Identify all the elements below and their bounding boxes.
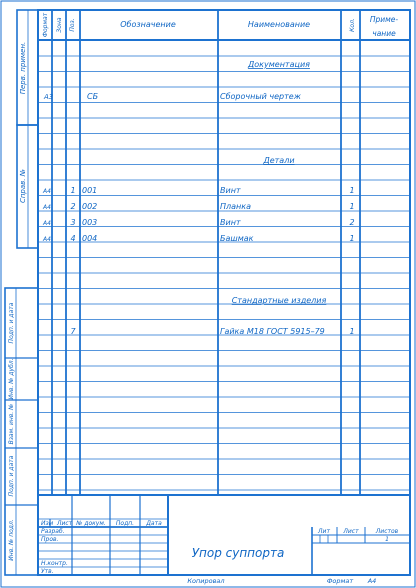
header-poz: Поз.	[69, 18, 76, 32]
cell-designation: 004	[82, 234, 98, 243]
cell-qty: 1	[349, 186, 355, 195]
cell-pos: 1	[70, 186, 76, 195]
cell-designation: 001	[82, 186, 98, 195]
header-naimenovanie: Наименование	[247, 20, 311, 29]
spec-table-grid	[38, 10, 410, 495]
section-details: Детали	[263, 156, 295, 165]
page-border	[1, 1, 415, 587]
table-row	[42, 186, 355, 195]
footer-kopiroval: Копировал	[187, 577, 225, 585]
footer-format-label: Формат	[326, 577, 354, 585]
tb-listov: Листов	[375, 528, 399, 535]
cell-name: Башмак	[220, 234, 254, 243]
tb-lit: Лит	[318, 528, 330, 535]
cell-pos: 4	[70, 234, 76, 243]
side-label-perv-primen: Перв. примен.	[19, 41, 27, 95]
cell-designation: 002	[82, 202, 98, 211]
title-block	[38, 495, 410, 575]
tb-n-dokum: № докум.	[76, 520, 106, 527]
cell-format: А4	[43, 204, 51, 211]
cell-name: Винт	[220, 218, 241, 227]
section-documentation: Документация	[248, 60, 310, 69]
cell-qty: 1	[349, 202, 355, 211]
cell-pos: 3	[70, 218, 76, 227]
cell-designation: СБ	[87, 92, 99, 101]
tb-list-label: Лист	[343, 528, 359, 535]
cell-name: Планка	[220, 202, 251, 211]
cell-format: А4	[43, 236, 51, 243]
header-primechanie-1: Приме-	[369, 15, 399, 24]
cell-name: Винт	[220, 186, 241, 195]
tb-utv: Утв.	[41, 568, 54, 575]
cell-name: Сборочный чертеж	[220, 92, 301, 101]
side-label-inv-podl: Инв. № подл.	[8, 519, 15, 561]
side-label-podp-data-1: Подп. и дата	[8, 302, 15, 344]
side-label-inv-dubl: Инв. № дубл.	[8, 358, 15, 400]
header-zona: Зона	[56, 17, 63, 33]
footer-format-value: А4	[367, 577, 377, 585]
cell-pos: 2	[70, 202, 76, 211]
product-name: Упор суппорта	[191, 546, 285, 560]
table-row	[42, 218, 355, 227]
tb-data: Дата	[146, 520, 162, 527]
cell-name: Гайка М18 ГОСТ 5915–79	[220, 327, 325, 336]
tb-n-kontr: Н.контр.	[41, 560, 68, 567]
cell-pos: 7	[70, 327, 76, 336]
header-oboznachenie: Обозначение	[120, 20, 176, 29]
section-standard: Стандартные изделия	[231, 296, 327, 305]
table-header	[42, 12, 398, 38]
header-kol: Кол.	[349, 18, 356, 32]
cell-designation: 003	[82, 218, 98, 227]
side-label-podp-data-2: Подп. и дата	[8, 455, 15, 497]
cell-format: А3	[44, 93, 54, 101]
cell-format: А4	[43, 220, 51, 227]
tb-razrab: Разраб.	[41, 528, 65, 535]
tb-listov-value: 1	[385, 536, 389, 543]
cell-format: А4	[43, 188, 51, 195]
side-label-sprav-no: Справ. №	[19, 168, 27, 204]
header-primechanie-2: чание	[372, 29, 396, 38]
cell-qty: 1	[349, 327, 355, 336]
table-row	[43, 92, 302, 101]
footer	[187, 577, 376, 585]
side-label-vzam-inv: Взам. инв. №	[8, 403, 15, 445]
cell-qty: 2	[349, 218, 355, 227]
tb-izm: Изм	[41, 520, 54, 527]
header-format: Формат	[42, 12, 49, 38]
tb-list: Лист	[57, 520, 73, 527]
tb-prov: Пров.	[41, 536, 59, 543]
tb-podp: Подп.	[115, 520, 135, 527]
table-row	[42, 202, 355, 211]
cell-qty: 1	[349, 234, 355, 243]
